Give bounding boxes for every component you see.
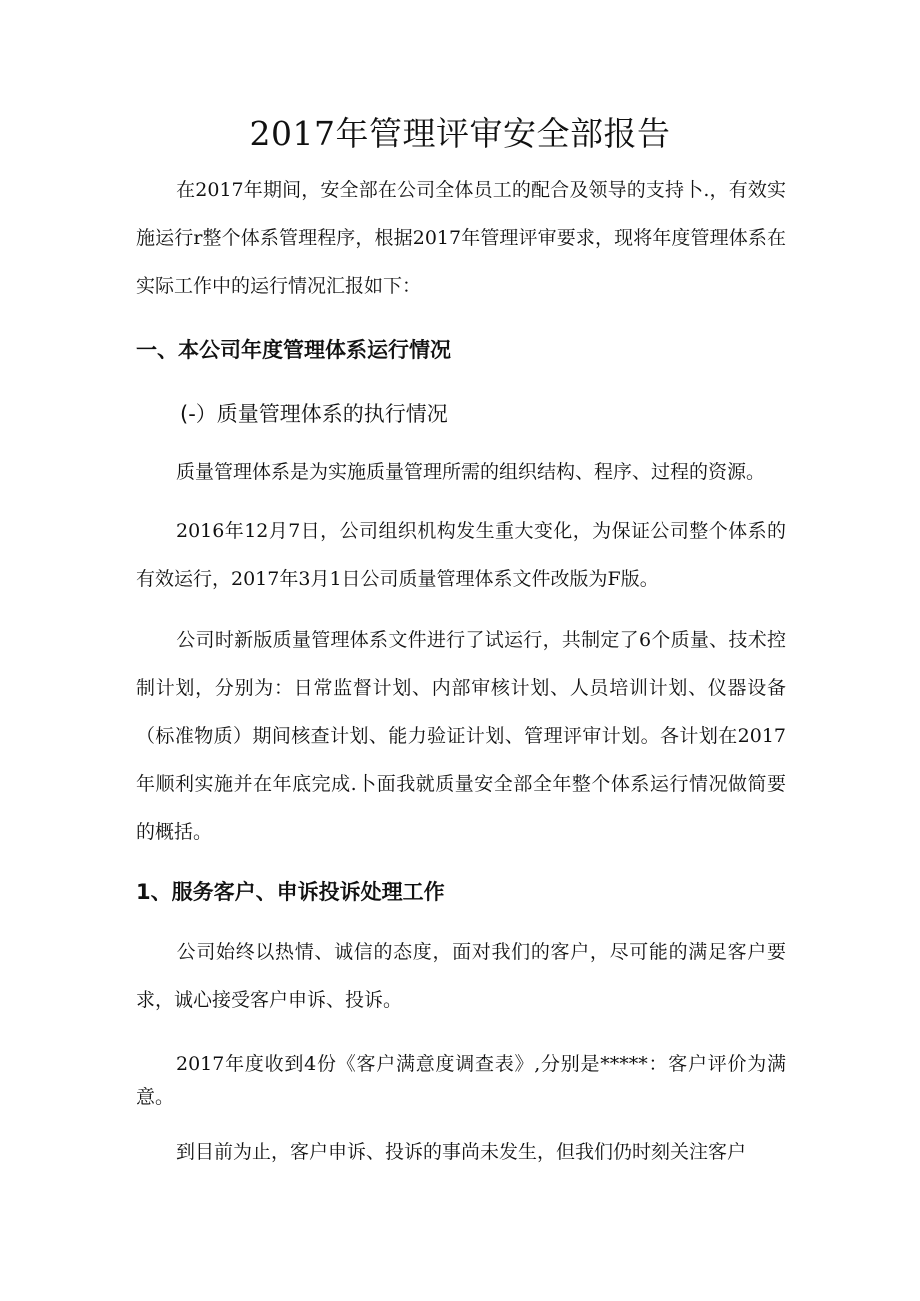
customer-text: 公司始终以热情、诚信的态度，面对我们的客户，尽可能的满足客户要求，诚心接受客户申诉、投诉。 bbox=[136, 941, 786, 1011]
complaint-paragraph bbox=[136, 1128, 786, 1176]
complaint-text: 到目前为止，客户申诉、投诉的事尚未发生，但我们仍时刻关注客户 bbox=[176, 1141, 747, 1163]
survey-text: 2017年度收到4份《客户满意度调查表》,分别是*****：客户评价为满意。 bbox=[136, 1053, 786, 1108]
subsection-heading-1: (-）质量管理体系的执行情况 bbox=[180, 402, 448, 426]
item-heading-1: 1、服务客户、申诉投诉处理工作 bbox=[136, 880, 445, 904]
intro-text: 在2017年期间，安全部在公司全体员工的配合及领导的支持卜.，有效实施运行r整个体系管理程序，根据2017年管理评审要求，现将年度管理体系在实际工作中的运行情况汇报如下： bbox=[136, 179, 786, 297]
section-heading-1: 一、本公司年度管理体系运行情况 bbox=[136, 338, 451, 362]
paragraph-2016 bbox=[136, 507, 786, 603]
plans-text: 公司时新版质量管理体系文件进行了试运行，共制定了6个质量、技术控制计划，分别为：日常监督计划、内部审核计划、人员培训计划、仪器设备（标准物质）期间核查计划、能力验证计划、管理评审计划。各计划在2017年顺利实施并在年底完成.卜面我就质量安全部全年整个体系运行情况做简要的概括。 bbox=[136, 629, 786, 843]
customer-paragraph bbox=[136, 928, 786, 1024]
survey-paragraph bbox=[136, 1048, 786, 1114]
document-title: 2017年管理评审安全部报告 bbox=[249, 114, 671, 153]
plans-paragraph bbox=[136, 616, 786, 856]
paragraph-2016-text: 2016年12月7日，公司组织机构发生重大变化，为保证公司整个体系的有效运行，2017年3月1日公司质量管理体系文件改版为F版。 bbox=[136, 520, 786, 590]
quality-definition-paragraph bbox=[136, 448, 786, 496]
quality-definition-text: 质量管理体系是为实施质量管理所需的组织结构、程序、过程的资源。 bbox=[176, 461, 766, 483]
intro-paragraph bbox=[136, 166, 786, 310]
